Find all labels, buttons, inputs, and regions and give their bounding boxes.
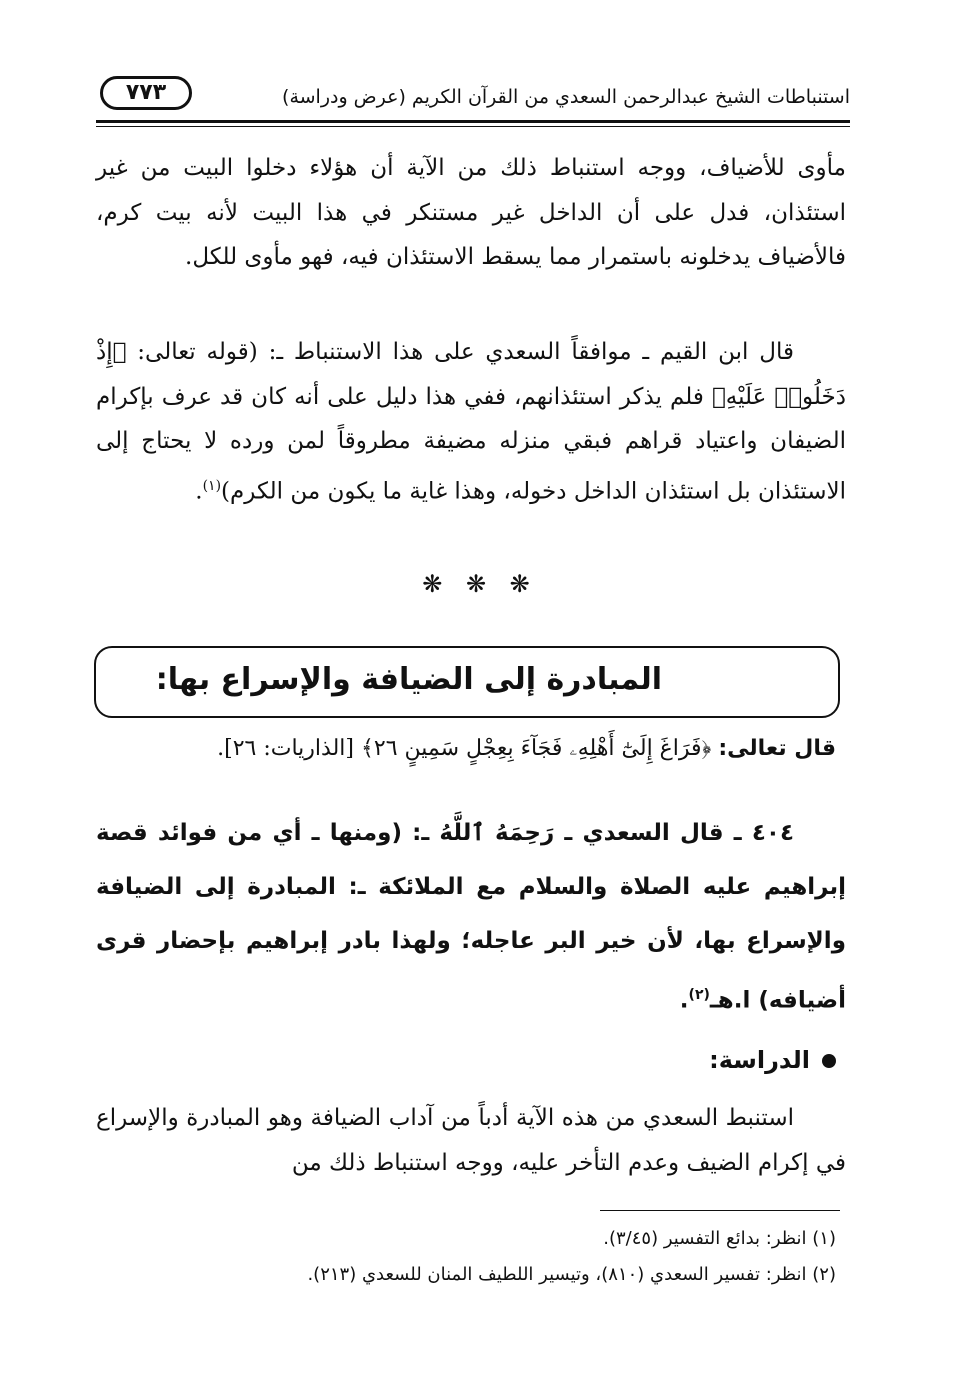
ayah-line [217, 736, 836, 761]
footnote-ref-2: (٢) [688, 987, 710, 1003]
ayah-reference: [الذاريات: ٢٦]. [217, 736, 354, 761]
study-heading-row [709, 1046, 836, 1074]
footnote-1: (١) انظر: بدائع التفسير (٣/٤٥). [603, 1228, 836, 1249]
saadi-quote-end: . [679, 987, 689, 1014]
paragraph-2-end: . [195, 478, 203, 505]
footnote-separator [600, 1210, 840, 1211]
running-title: استنباطات الشيخ عبدالرحمن السعدي من القرآن الكريم (عرض ودراسة) [282, 86, 850, 108]
paragraph-2-text: قال ابن القيم ـ موافقاً السعدي على هذا الاستنباط ـ: (قوله تعالى: ﴿إِذْ دَخَلُوا۟ عَلَيْهِ﴾ فلم يذكر استئذانهم، ففي هذا دليل على أنه كان قد عرف بإكرام الضيفان واعتياد قراهم فبقي منزله مضيفة مطروقاً لمن ورده لا يحتاج إلى الاستئذان بل استئذان الداخل دخوله، وهذا غاية ما يكون من الكرم) [96, 339, 846, 505]
header-rule-thin [96, 126, 850, 127]
bullet-icon [822, 1054, 836, 1068]
study-heading: الدراسة: [709, 1046, 810, 1074]
header-rule [96, 120, 850, 123]
ayah-text: ﴿فَرَاغَ إِلَىٰٓ أَهْلِهِۦ فَجَآءَ بِعِجْلٍ سَمِينٍ ٢٦﴾ [360, 736, 712, 761]
footnote-ref-1: (١) [202, 477, 222, 494]
saadi-quote-text: ٤٠٤ ـ قال السعدي ـ رَحِمَهُ ٱللَّهُ ـ: (ومنها ـ أي من فوائد قصة إبراهيم عليه الصلاة والسلام مع الملائكة ـ: المبادرة إلى الضيافة والإسراع بها، لأن خير البر عاجله؛ ولهذا بادر إبراهيم بإحضار قرى أضيافه) ا.هـ [96, 820, 846, 1014]
paragraph-ibn-qayyim [96, 330, 846, 514]
section-heading-box [94, 646, 840, 718]
section-heading: المبادرة إلى الضيافة والإسراع بها: [155, 662, 662, 697]
page-header [96, 70, 850, 120]
page-number: ٧٧٣ [100, 76, 192, 110]
paragraph-1: مأوى للأضياف، ووجه استنباط ذلك من الآية أن هؤلاء دخلوا البيت من غير استئذان، فدل على أن الداخل غير مستنكر في هذا البيت لأنه بيت كرم، فالأضياف يدخلونه باستمرار مما يسقط الاستئذان فيه، فهو مأوى للكل. [96, 155, 846, 270]
section-divider-stars: ❋ ❋ ❋ [422, 570, 538, 598]
study-paragraph: استنبط السعدي من هذه الآية أدباً من آداب الضيافة وهو المبادرة والإسراع في إكرام الضيف وعدم التأخر عليه، ووجه استنباط ذلك من [96, 1105, 846, 1176]
footnote-2: (٢) انظر: تفسير السعدي (٨١٠)، وتيسير اللطيف المنان للسعدي (٢١٣). [307, 1264, 836, 1285]
saadi-quote [96, 806, 846, 1028]
ayah-lead: قال تعالى: [718, 736, 836, 761]
